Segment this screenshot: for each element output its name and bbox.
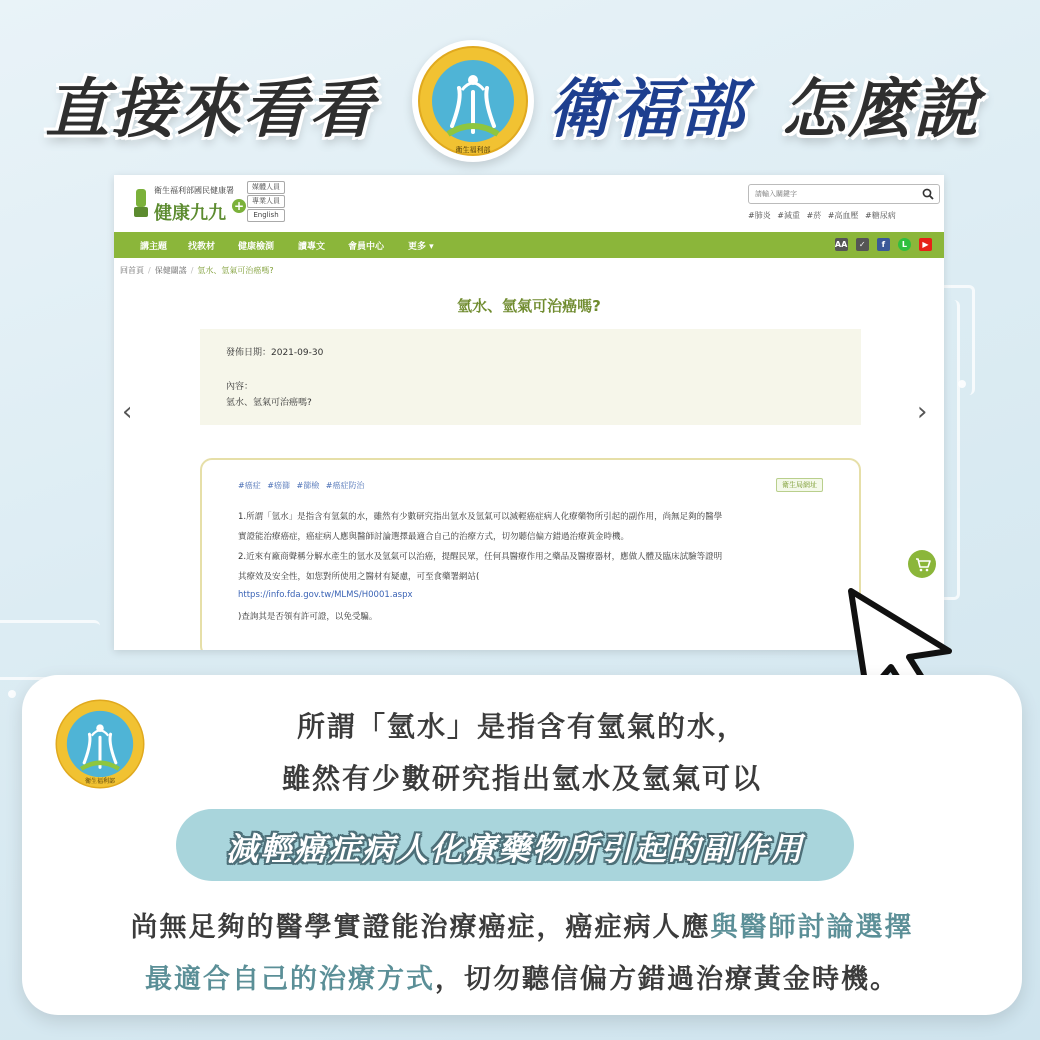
article-paragraph: 2.近來有廠商聲稱分解水產生的氫水及氫氣可以治癌，提醒民眾，任何具醫療作用之藥品及醫療器材，應做人體及臨床試驗等證明 xyxy=(238,552,723,562)
brand-name: 健康九九 xyxy=(154,203,226,224)
quote-line-2: 雖然有少數研究指出氫水及氫氣可以 xyxy=(281,762,762,795)
breadcrumb-home[interactable]: 回首頁 xyxy=(120,266,144,275)
site-logo[interactable] xyxy=(122,183,252,225)
nav-item-health-check[interactable]: 健康檢測 xyxy=(238,242,275,252)
headline-ministry: 衛福部 xyxy=(548,73,746,147)
cart-icon xyxy=(908,550,936,578)
website-screenshot xyxy=(114,175,944,650)
hand-logo-icon xyxy=(134,187,148,219)
article-paragraph: )查詢其是否領有許可證，以免受騙。 xyxy=(238,612,378,622)
svg-text:衛生福利部: 衛生福利部 xyxy=(455,146,491,154)
article-title: 氫水、氫氣可治癌嗎? xyxy=(457,297,601,315)
bg-dot xyxy=(8,690,16,698)
hot-tag[interactable]: #肺炎 xyxy=(748,211,771,220)
body-line-1 xyxy=(22,905,1022,944)
article-paragraph: 其療效及安全性，如您對所使用之醫材有疑慮，可至食藥署網站( xyxy=(238,572,480,582)
header-link-professional[interactable]: 專業人員 xyxy=(247,195,285,208)
body-text-emphasis: 與醫師討論選擇 xyxy=(710,912,914,943)
facebook-icon[interactable]: f xyxy=(877,238,890,251)
line-icon[interactable]: L xyxy=(898,238,911,251)
highlight-text: 減輕癌症病人化療藥物所引起的副作用 xyxy=(225,830,804,868)
hot-tags xyxy=(748,210,900,221)
nav-item-member[interactable]: 會員中心 xyxy=(348,242,385,252)
quote-panel xyxy=(22,675,1022,1015)
breadcrumb-section[interactable]: 保健闢謠 xyxy=(154,266,187,275)
article-tag[interactable]: #篩檢 xyxy=(296,481,320,490)
nav-icons xyxy=(832,238,932,257)
bg-frame-line xyxy=(0,620,100,680)
search-box xyxy=(748,184,940,204)
nav-item-topics[interactable]: 講主題 xyxy=(140,242,168,252)
body-line-2 xyxy=(22,957,1022,996)
ministry-seal-logo xyxy=(412,40,534,162)
headline-right: 怎麼說 xyxy=(782,73,980,147)
publish-date: 發佈日期：2021-09-30 xyxy=(226,348,324,358)
article-paragraph: 1.所謂「氫水」是指含有氫氣的水，雖然有少數研究指出氫水及氫氣可以減輕癌症病人化療藥物所引起的副作用，尚無足夠的醫學 xyxy=(238,512,723,522)
hot-tag[interactable]: #減重 xyxy=(777,211,800,220)
brand-org: 衛生福利部國民健康署 xyxy=(154,186,234,195)
breadcrumb-current: 氫水、氫氣可治癌嗎? xyxy=(197,266,274,275)
header-link-english[interactable]: English xyxy=(247,209,285,222)
search-icon[interactable] xyxy=(922,188,934,200)
body-text-emphasis: 最適合自己的治療方式 xyxy=(145,964,435,995)
article-paragraph: 實證能治療癌症，癌症病人應與醫師討論選擇最適合自己的治療方式，切勿聽信偏方錯過治療黃金時機。 xyxy=(238,532,630,542)
font-size-icon[interactable]: AA xyxy=(834,240,848,249)
search-input[interactable] xyxy=(755,187,915,201)
header-link-media[interactable]: 媒體人員 xyxy=(247,181,285,194)
hot-tag[interactable]: #菸 xyxy=(806,211,822,220)
brand-plus-icon: + xyxy=(233,199,245,213)
health-bureau-link[interactable]: 衛生局網址 xyxy=(776,478,823,492)
youtube-icon[interactable]: ▶ xyxy=(919,238,932,251)
article-meta-box xyxy=(200,329,861,425)
hot-tag[interactable]: #糖尿病 xyxy=(865,211,896,220)
nav-item-materials[interactable]: 找教材 xyxy=(188,242,216,252)
article-tag[interactable]: #癌症 xyxy=(238,481,261,490)
main-nav xyxy=(114,232,944,258)
cart-button[interactable] xyxy=(908,550,936,578)
seal-icon xyxy=(412,40,534,162)
site-header xyxy=(114,175,944,230)
nav-item-articles[interactable]: 讀專文 xyxy=(298,242,326,252)
prev-arrow-icon[interactable]: ‹ xyxy=(122,397,133,427)
breadcrumb: 回首頁 / 保健闢謠 / 氫水、氫氣可治癌嗎? xyxy=(120,266,274,275)
content-label: 內容： xyxy=(226,382,254,392)
article-tag[interactable]: #癌症防治 xyxy=(325,481,365,490)
content-question: 氫水、氫氣可治癌嗎? xyxy=(226,398,312,408)
article-content-box xyxy=(200,458,861,650)
headline-left: 直接來看看 xyxy=(45,73,375,147)
hot-tag[interactable]: #高血壓 xyxy=(827,211,859,220)
article-tag[interactable]: #癌篩 xyxy=(267,481,290,490)
bg-dot xyxy=(958,380,966,388)
check-icon[interactable]: ✓ xyxy=(856,238,869,251)
nav-item-more[interactable]: 更多 ▾ xyxy=(408,242,434,252)
quote-line-1: 所謂「氫水」是指含有氫氣的水， xyxy=(296,710,747,743)
fda-link[interactable]: https://info.fda.gov.tw/MLMS/H0001.aspx xyxy=(238,590,413,600)
highlight-pill xyxy=(176,809,854,881)
headline xyxy=(0,40,1040,160)
header-links xyxy=(247,181,285,223)
next-arrow-icon[interactable]: › xyxy=(917,397,928,427)
body-text: 尚無足夠的醫學實證能治療癌症，癌症病人應 xyxy=(130,912,711,943)
body-text: ，切勿聽信偏方錯過治療黃金時機。 xyxy=(435,964,899,995)
svg-text:衛生福利部: 衛生福利部 xyxy=(84,778,116,786)
article-tags xyxy=(238,480,368,491)
